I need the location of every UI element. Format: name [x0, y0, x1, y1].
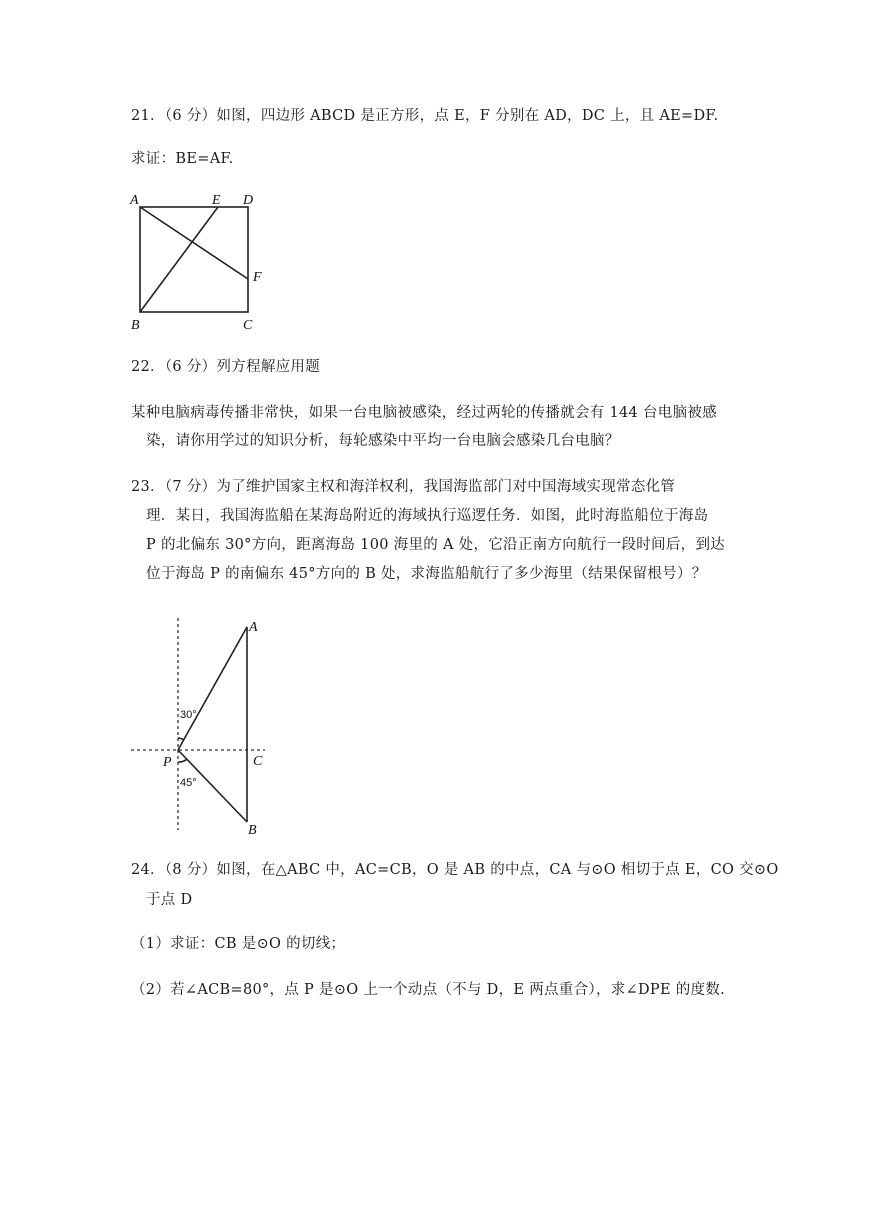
label-a: A [130, 193, 139, 208]
angle-arc-45 [178, 759, 187, 762]
angle-label-30: 30° [180, 709, 197, 721]
q24-part-1: （1）求证：CB 是⊙O 的切线； [131, 936, 346, 952]
q23-stem-4: 位于海岛 P 的南偏东 45°方向的 B 处，求海监船航行了多少海里（结果保留根号）？ [146, 566, 707, 582]
label-a: A [249, 620, 258, 635]
q22-body-1: 某种电脑病毒传播非常快，如果一台电脑被感染，经过两轮的传播就会有 144 台电脑被感 [131, 405, 717, 421]
angle-label-45: 45° [180, 777, 197, 789]
q22-title: 22．（6 分）列方程解应用题 [131, 359, 321, 375]
label-e: E [212, 193, 221, 208]
label-b: B [131, 318, 140, 333]
q24-stem-1: 24．（8 分）如图，在△ABC 中，AC=CB，O 是 AB 的中点，CA 与⊙O 相切于点 E，CO 交⊙O [131, 862, 779, 878]
segment-pa [178, 627, 247, 750]
label-c: C [243, 318, 253, 333]
q24-part-2: （2）若∠ACB=80°，点 P 是⊙O 上一个动点（不与 D，E 两点重合），求∠DPE 的度数. [131, 982, 726, 998]
label-p: P [163, 755, 172, 770]
q23-stem-3: P 的北偏东 30°方向，距离海岛 100 海里的 A 处，它沿正南方向航行一段时间后，到达 [146, 537, 726, 553]
q21-stem: 21．（6 分）如图，四边形 ABCD 是正方形，点 E，F 分别在 AD，DC 上，且 AE=DF. [131, 108, 719, 124]
label-d: D [243, 193, 254, 208]
label-c: C [253, 754, 263, 769]
q23-stem-2: 理．某日，我国海监船在某海岛附近的海域执行巡逻任务．如图，此时海监船位于海岛 [146, 508, 709, 524]
angle-arc-30 [178, 738, 184, 740]
q24-stem-2: 于点 D [146, 892, 193, 908]
q22-body-2: 染，请你用学过的知识分析，每轮感染中平均一台电脑会感染几台电脑？ [146, 433, 620, 449]
q23-stem-1: 23．（7 分）为了维护国家主权和海洋权利，我国海监部门对中国海域实现常态化管 [131, 479, 676, 495]
label-f: F [253, 270, 262, 285]
q21-prove: 求证：BE=AF. [131, 151, 234, 167]
label-b: B [248, 823, 257, 838]
